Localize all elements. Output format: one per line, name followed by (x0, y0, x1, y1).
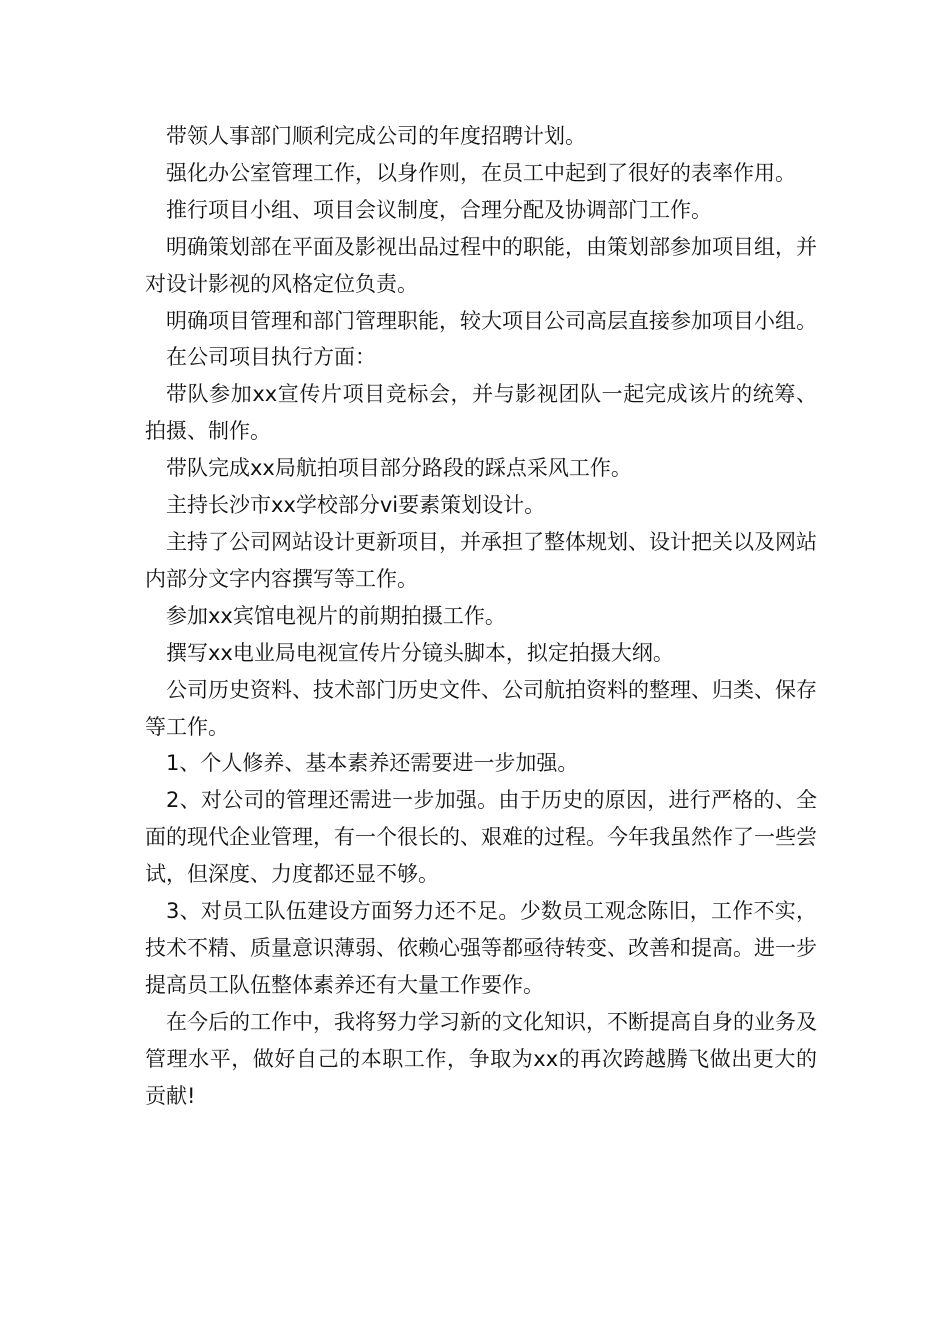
paragraph-project-management-functions: 明确项目管理和部门管理职能，较大项目公司高层直接参加项目小组。 (166, 308, 817, 333)
paragraph-shortcoming-1: 1、个人修养、基本素养还需要进一步加强。 (166, 751, 579, 776)
paragraph-project-execution-heading: 在公司项目执行方面： (166, 345, 376, 370)
paragraph-vi-design: 主持长沙市xx学校部分vi要素策划设计。 (166, 493, 546, 518)
paragraph-project-team-system: 推行项目小组、项目会议制度，合理分配及协调部门工作。 (166, 197, 712, 222)
paragraph-website-project: 主持了公司网站设计更新项目，并承担了整体规划、设计把关以及网站内部分文字内容撰写等工作。 (145, 529, 817, 591)
paragraph-shortcoming-3: 3、对员工队伍建设方面努力还不足。少数员工观念陈旧，工作不实，技术不精、质量意识薄弱、依赖心强等都亟待转变、改善和提高。进一步提高员工队伍整体素养还有大量工作要作。 (145, 899, 817, 997)
document-body (145, 118, 817, 1114)
paragraph-hotel-film: 参加xx宾馆电视片的前期拍摄工作。 (166, 603, 506, 628)
paragraph-planning-department-role: 明确策划部在平面及影视出品过程中的职能，由策划部参加项目组，并对设计影视的风格定位负责。 (145, 234, 817, 296)
paragraph-archive-organization: 公司历史资料、技术部门历史文件、公司航拍资料的整理、归类、保存等工作。 (145, 677, 817, 739)
paragraph-aerial-survey: 带队完成xx局航拍项目部分路段的踩点采风工作。 (166, 456, 632, 481)
paragraph-hr-recruitment: 带领人事部门顺利完成公司的年度招聘计划。 (166, 124, 586, 148)
paragraph-storyboard-script: 撰写xx电业局电视宣传片分镜头脚本，拟定拍摄大纲。 (166, 640, 674, 665)
paragraph-future-commitment: 在今后的工作中，我将努力学习新的文化知识，不断提高自身的业务及管理水平，做好自己的本职工作，争取为xx的再次跨越腾飞做出更大的贡献! (145, 1009, 817, 1108)
paragraph-bid-meeting: 带队参加xx宣传片项目竞标会，并与影视团队一起完成该片的统筹、拍摄、制作。 (145, 382, 817, 444)
paragraph-office-management: 强化办公室管理工作，以身作则，在员工中起到了很好的表率作用。 (166, 160, 796, 185)
paragraph-shortcoming-2: 2、对公司的管理还需进一步加强。由于历史的原因，进行严格的、全面的现代企业管理，有一个很长的、艰难的过程。今年我虽然作了一些尝试，但深度、力度都还显不够。 (145, 788, 817, 887)
